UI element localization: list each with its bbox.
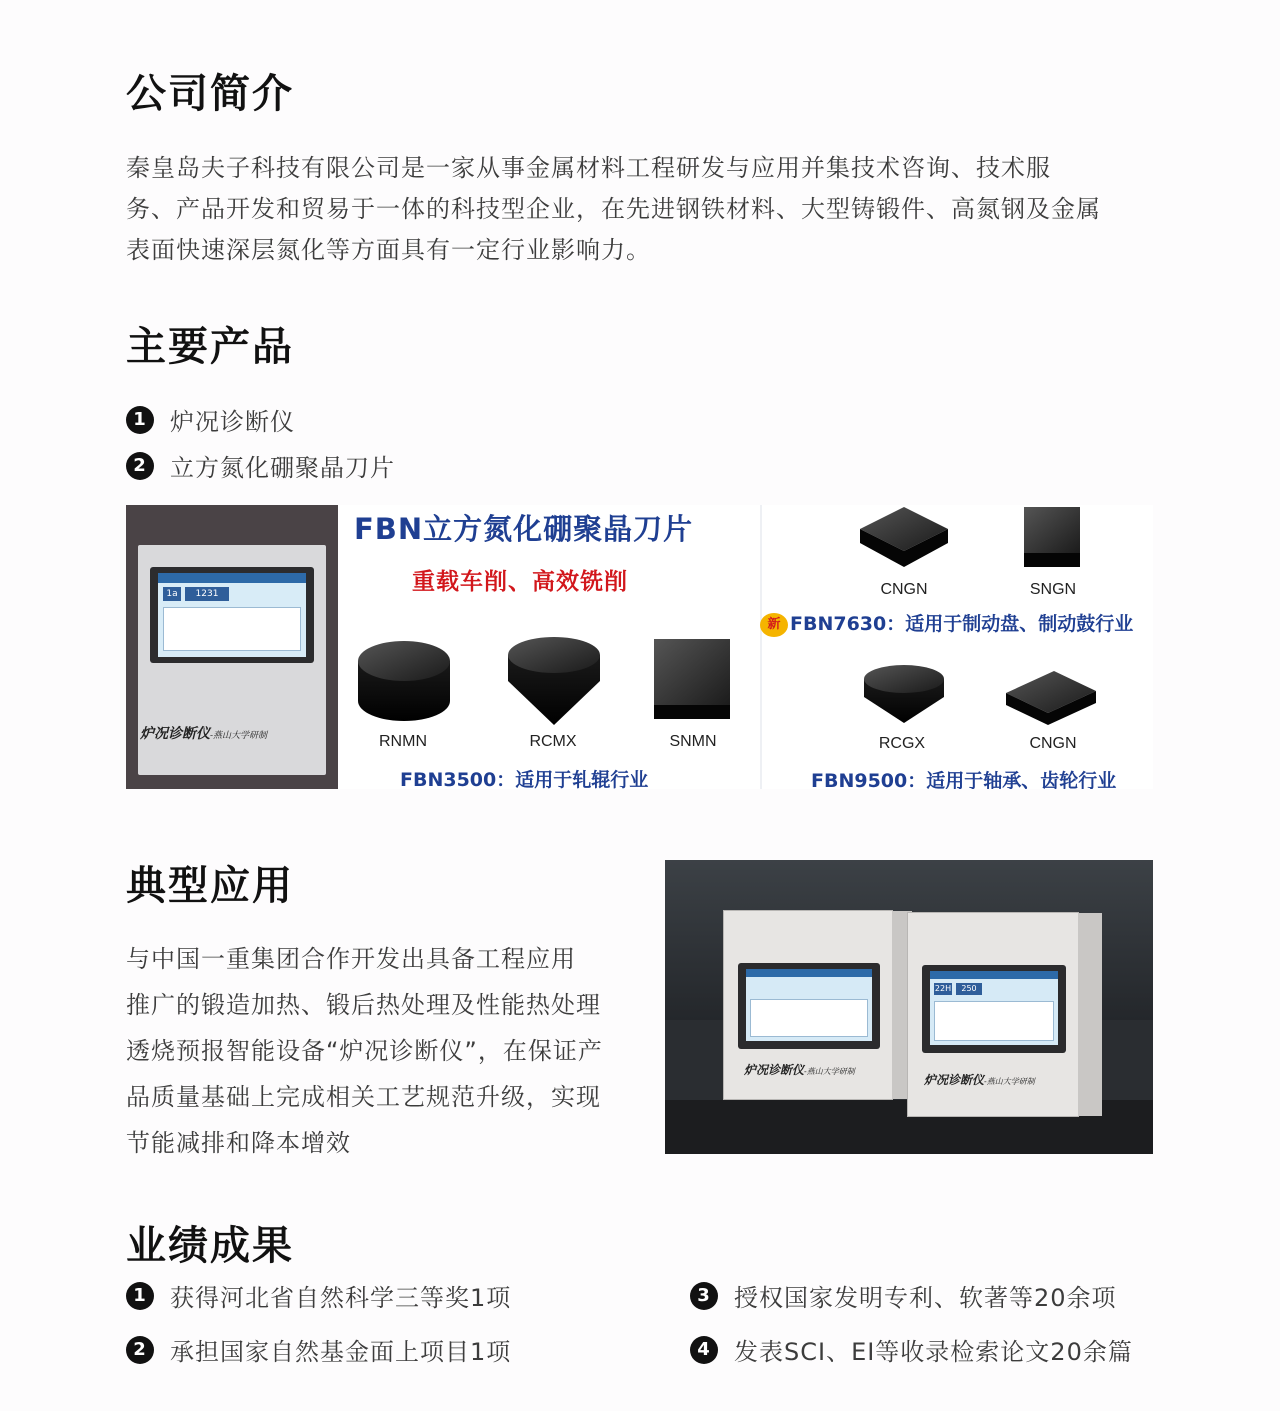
product-item: [126, 448, 395, 483]
screen-value: 250: [956, 983, 982, 995]
rcgx-insert-icon: [864, 665, 944, 723]
insert-shapes-bottom-right: [846, 663, 1116, 733]
screen-value: 1231: [185, 587, 229, 601]
device-label: 炉况诊断仪-燕山大学研制: [924, 1073, 1035, 1087]
achievement-label: 承担国家自然基金面上项目1项: [170, 1338, 512, 1366]
achievement-label: 获得河北省自然科学三等奖1项: [170, 1284, 512, 1312]
product-item-label: 立方氮化硼聚晶刀片: [170, 454, 395, 482]
achievement-item: [126, 1278, 511, 1313]
new-badge-icon: 新: [760, 613, 788, 637]
screen-value: 1a: [163, 587, 181, 601]
device-label: 炉况诊断仪-燕山大学研制: [140, 726, 268, 742]
shape-label: RCGX: [878, 735, 926, 752]
achievement-item: [690, 1332, 1133, 1367]
intro-line: 秦皇岛夫子科技有限公司是一家从事金属材料工程研发与应用并集技术咨询、技术服: [126, 154, 1051, 182]
applications-paragraph: [126, 936, 603, 1166]
applications-line: 透烧预报智能设备“炉况诊断仪”，在保证产: [126, 1037, 603, 1065]
shape-label: CNGN: [1029, 735, 1077, 752]
device-screen: [158, 573, 306, 657]
insert-shapes-left: [352, 629, 752, 739]
cngn-insert-icon: [1006, 671, 1096, 725]
screen-table: [163, 607, 301, 651]
product-item-label: 炉况诊断仪: [170, 408, 295, 436]
achievement-item: [690, 1278, 1117, 1313]
device-label: 炉况诊断仪-燕山大学研制: [744, 1063, 855, 1077]
product-item: [126, 402, 295, 437]
achievements-heading: 业绩成果: [126, 1223, 294, 1269]
products-heading: 主要产品: [126, 324, 294, 370]
screen-value: 22H: [934, 984, 952, 993]
shape-label: SNMN: [669, 733, 717, 750]
rcmx-insert-icon: [508, 637, 600, 725]
application-photo: [665, 860, 1153, 1154]
shape-label: RCMX: [529, 733, 577, 750]
rnmn-insert-icon: [358, 641, 450, 721]
intro-line: 务、产品开发和贸易于一体的科技型企业，在先进钢铁材料、大型铸锻件、高氮钢及金属: [126, 195, 1101, 223]
device-cabinet-right: [907, 912, 1079, 1117]
shape-label: CNGN: [880, 581, 928, 598]
sngn-insert-icon: [1024, 507, 1080, 567]
number-badge-icon: 1: [126, 406, 154, 434]
applications-heading: 典型应用: [126, 863, 294, 909]
right-caption: FBN9500：适用于轴承、齿轮行业: [811, 770, 1117, 789]
banner-subtitle: 重载车削、高效铣削: [412, 569, 628, 595]
product-banner: [126, 505, 1153, 789]
number-badge-icon: 2: [126, 452, 154, 480]
cngn-insert-icon: [860, 507, 948, 567]
snmn-insert-icon: [654, 639, 730, 719]
left-caption: FBN3500：适用于轧辊行业: [400, 769, 649, 789]
number-badge-icon: 4: [690, 1336, 718, 1364]
shape-label: SNGN: [1029, 581, 1077, 598]
number-badge-icon: 3: [690, 1282, 718, 1310]
applications-line: 品质量基础上完成相关工艺规范升级，实现: [126, 1083, 601, 1111]
diagnostic-device-photo: [126, 505, 338, 789]
number-badge-icon: 2: [126, 1336, 154, 1364]
applications-line: 节能减排和降本增效: [126, 1129, 351, 1157]
achievement-item: [126, 1332, 511, 1367]
number-badge-icon: 1: [126, 1282, 154, 1310]
device-cabinet-left: [723, 910, 893, 1100]
banner-title: FBN立方氮化硼聚晶刀片: [354, 512, 694, 546]
intro-line: 表面快速深层氮化等方面具有一定行业影响力。: [126, 236, 651, 264]
shape-label: RNMN: [379, 733, 427, 750]
insert-shapes-top-right: [846, 505, 1086, 575]
mid-caption: 新 FBN7630：适用于制动盘、制动鼓行业: [760, 609, 1133, 637]
intro-heading: 公司简介: [126, 71, 294, 117]
achievement-label: 发表SCI、EI等收录检索论文20余篇: [734, 1338, 1133, 1366]
applications-line: 推广的锻造加热、锻后热处理及性能热处理: [126, 991, 601, 1019]
intro-paragraph: [126, 148, 1101, 271]
applications-line: 与中国一重集团合作开发出具备工程应用: [126, 945, 576, 973]
achievement-label: 授权国家发明专利、软著等20余项: [734, 1284, 1117, 1312]
